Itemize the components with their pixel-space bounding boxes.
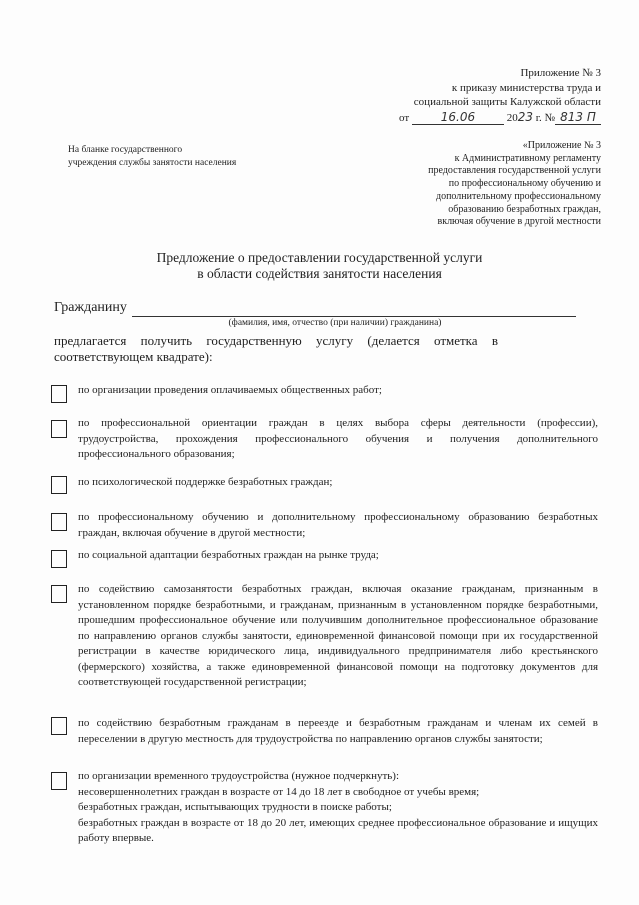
title-line-2: в области содействия занятости населения [197, 266, 442, 281]
letterhead-note-line-1: На бланке государственного [68, 145, 183, 155]
offer-text: предлагается получить государственную услугу (делается отметка в соответствующем квадрате): [54, 333, 498, 364]
option-checkbox-3[interactable] [51, 476, 67, 494]
citizen-name-hint: (фамилия, имя, отчество (при наличии) гражданина) [228, 318, 442, 328]
temp-employment-graduates[interactable]: безработных граждан в возрасте от 18 до 20 лет, имеющих среднее профессиональное образование и ищущих работу впервые. [78, 816, 598, 844]
citizen-label: Гражданину [54, 300, 127, 315]
appendix-line-1: Приложение № 3 [520, 67, 601, 79]
year-prefix: 20 [506, 111, 518, 124]
letterhead-note-line-2: учреждения службы занятости населения [68, 157, 237, 168]
option-checkbox-7[interactable] [51, 717, 67, 735]
regulation-note-line-4: по профессиональному обучению и [448, 178, 601, 190]
document-title [0, 250, 639, 282]
option-text-8 [78, 769, 598, 847]
handwritten-year: 23 [517, 109, 533, 124]
option-checkbox-4[interactable] [51, 513, 67, 531]
number-prefix: г. № [535, 111, 555, 124]
option-text-1: по организации проведения оплачиваемых общественных работ; [78, 384, 382, 396]
regulation-note-line-6: образованию безработных граждан, [448, 203, 601, 215]
option-text-3: по психологической поддержке безработных граждан; [78, 476, 333, 488]
option-text-4: по профессиональному обучению и дополнительному профессиональному образованию безработных граждан, включая обучение в другой местности; [78, 511, 598, 539]
option-checkbox-5[interactable] [51, 550, 67, 568]
appendix-line-2: к приказу министерства труда и [451, 81, 601, 94]
option-text-5: по социальной адаптации безработных граждан на рынке труда; [78, 549, 379, 561]
citizen-name-field[interactable] [132, 316, 576, 317]
option-checkbox-8[interactable] [51, 772, 67, 790]
option-checkbox-6[interactable] [51, 585, 67, 603]
option-checkbox-2[interactable] [51, 420, 67, 438]
handwritten-date: 16.06 [412, 110, 504, 126]
handwritten-number: 813 П [555, 110, 601, 126]
date-prefix: от [399, 111, 410, 124]
temp-employment-hardship[interactable]: безработных граждан, испытывающих трудности в поиске работы; [78, 801, 392, 813]
regulation-note-line-5: дополнительному профессиональному [435, 190, 601, 202]
letterhead-note [68, 144, 268, 169]
regulation-note [371, 140, 601, 229]
option-text-6: по содействию самозанятости безработных граждан, включая оказание гражданам, признанным в установленном порядке безработными, и гражданам, признанным в установленном порядке безработными, прошедшим профессиональное обучение или получившим дополнительное профессиональное образование по направлению органов службы занятости, единовременной финансовой помощи при их государственной регистрации в качестве юридического лица, индивидуального предпринимателя либо крестьянского (фермерского) хозяйства, а также единовременной финансовой помощи на подготовку документов для соответствующей государственной регистрации; [78, 583, 598, 688]
title-line-1: Предложение о предоставлении государственной услуги [156, 250, 483, 265]
option-text-7: по содействию безработным гражданам в переезде и безработным гражданам и членам их семей в переселении в другую местность для трудоустройства по направлению органов службы занятости; [78, 717, 598, 745]
option-checkbox-1[interactable] [51, 385, 67, 403]
option-text-2: по профессиональной ориентации граждан в целях выбора сферы деятельности (профессии), трудоустройства, прохождения профессионального обучения и получения дополнительного профессионального образования; [78, 417, 598, 460]
regulation-note-line-7: включая обучение в другой местности [437, 216, 601, 228]
appendix-date-line [399, 110, 601, 126]
regulation-note-line-3: предоставления государственной услуги [428, 165, 601, 177]
option-text-8-title: по организации временного трудоустройства (нужное подчеркнуть): [78, 770, 399, 782]
regulation-note-line-2: к Административному регламенту [454, 152, 601, 164]
appendix-line-3: социальной защиты Калужской области [413, 96, 601, 108]
temp-employment-minors[interactable]: несовершеннолетних граждан в возрасте от 14 до 18 лет в свободное от учебы время; [78, 785, 480, 798]
appendix-block [399, 66, 601, 125]
regulation-note-line-1: «Приложение № 3 [522, 140, 601, 151]
